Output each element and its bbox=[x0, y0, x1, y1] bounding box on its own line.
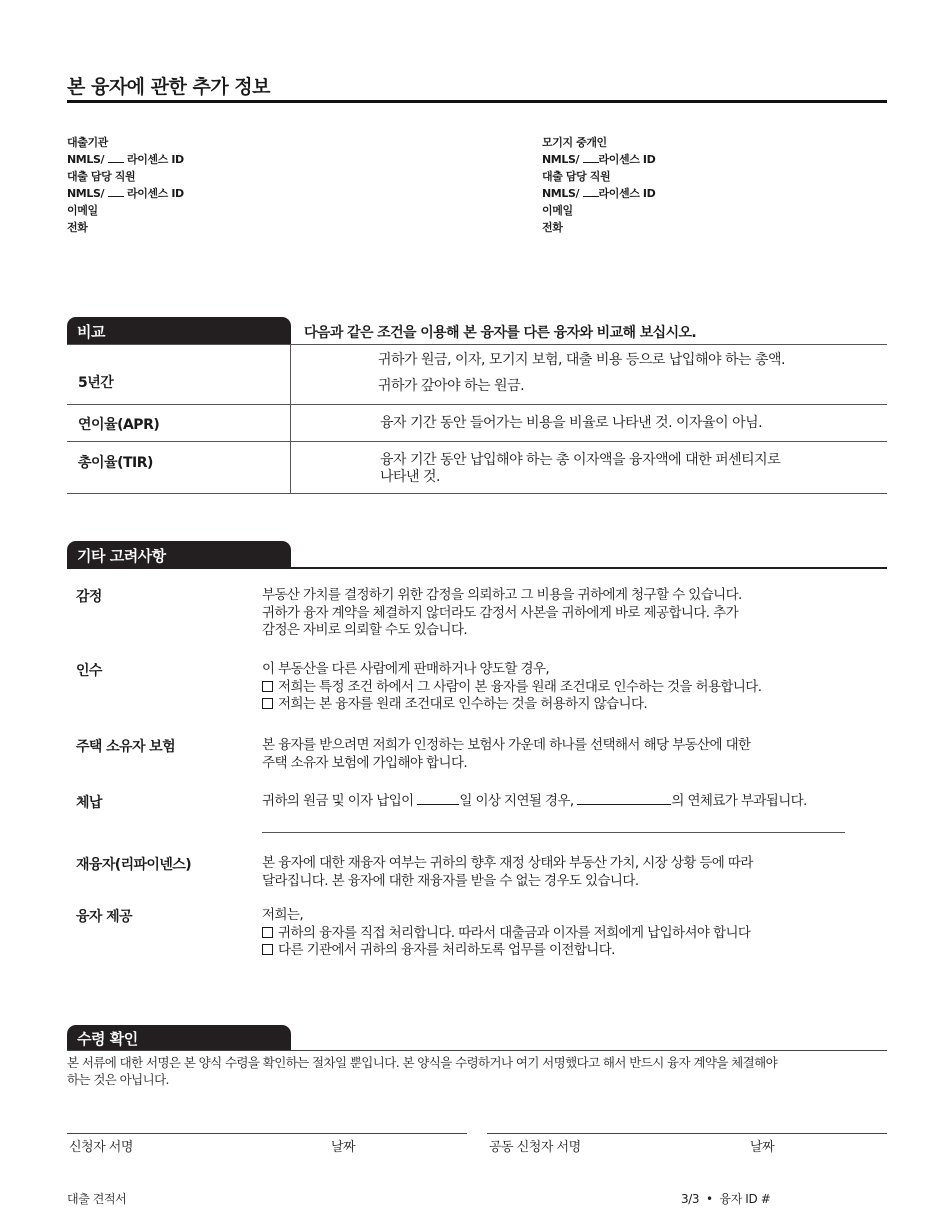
license-label: 라이센스 ID bbox=[598, 153, 656, 166]
applicant-signature-label: 신청자 서명 bbox=[69, 1140, 133, 1155]
page-title: 본 융자에 관한 추가 정보 bbox=[67, 76, 270, 98]
row-desc-tir bbox=[380, 452, 860, 486]
text-line: 부동산 가치를 결정하기 위한 감정을 의뢰하고 그 비용을 귀하에게 청구할 수 있습니다. bbox=[262, 587, 742, 603]
option-text: 다른 기관에서 귀하의 융자를 처리하도록 업무를 이전합니다. bbox=[278, 942, 615, 958]
deny-checkbox[interactable] bbox=[262, 698, 273, 709]
bullet-separator: • bbox=[705, 1192, 713, 1206]
nmls-prefix: NMLS/ bbox=[542, 153, 580, 166]
loan-officer-label: 대출 담당 직원 bbox=[542, 170, 611, 183]
lender-nmls-row bbox=[67, 151, 184, 168]
text-line: 귀하가 융자 계약을 체결하지 않더라도 감정서 사본을 귀하에게 바로 제공합니다. 추가 bbox=[262, 604, 739, 621]
coapplicant-date-label: 날짜 bbox=[750, 1140, 775, 1155]
loan-id-label: 융자 ID # bbox=[719, 1192, 771, 1206]
other-considerations-rule bbox=[67, 567, 887, 569]
applicant-date-label: 날짜 bbox=[331, 1140, 356, 1155]
footer-doc-name: 대출 견적서 bbox=[67, 1192, 127, 1206]
assumption-option-allow bbox=[262, 679, 872, 697]
coapplicant-signature-label: 공동 신청자 서명 bbox=[489, 1140, 581, 1155]
footer-page-info bbox=[681, 1190, 770, 1207]
refinance-text bbox=[262, 855, 872, 890]
assumption-text bbox=[262, 661, 872, 714]
applicant-signature-line[interactable] bbox=[67, 1133, 467, 1134]
late-payment-label: 체납 bbox=[76, 795, 102, 811]
homeowners-insurance-label: 주택 소유자 보험 bbox=[76, 739, 176, 755]
license-label: 라이센스 ID bbox=[126, 153, 184, 166]
text-part: 의 연체료가 부과됩니다. bbox=[671, 793, 807, 809]
table-bottom-rule bbox=[67, 493, 887, 494]
table-row-divider bbox=[67, 404, 887, 405]
comparison-column-divider bbox=[290, 345, 291, 494]
fee-blank[interactable] bbox=[577, 793, 671, 805]
other-considerations-header: 기타 고려사항 bbox=[67, 541, 291, 569]
license-label: 라이센스 ID bbox=[598, 187, 656, 200]
phone-label: 전화 bbox=[542, 221, 563, 234]
insurance-text bbox=[262, 737, 872, 772]
text-line: 달라집니다. 본 융자에 대한 재융자를 받을 수 없는 경우도 있습니다. bbox=[262, 872, 639, 889]
nmls-prefix: NMLS/ bbox=[542, 187, 580, 200]
table-row-divider bbox=[67, 441, 887, 442]
comparison-top-rule bbox=[67, 344, 887, 345]
late-payment-text bbox=[262, 793, 882, 811]
option-text: 저희는 특정 조건 하에서 그 사람이 본 융자를 원래 조건대로 인수하는 것을 허용합니다. bbox=[278, 678, 762, 695]
servicing-label: 융자 제공 bbox=[76, 909, 132, 925]
servicing-intro: 저희는, bbox=[262, 907, 304, 923]
text-line: 본 서류에 대한 서명은 본 양식 수령을 확인하는 절차일 뿐입니다. 본 양식을 수령하거나 여기 서명했다고 해서 반드시 융자 계약을 체결해야 bbox=[67, 1055, 778, 1070]
late-line bbox=[262, 793, 882, 811]
text-line: 본 융자에 대한 재융자 여부는 귀하의 향후 재정 상태와 부동산 가치, 시장 상황 등에 따라 bbox=[262, 855, 753, 871]
title-divider bbox=[67, 100, 887, 103]
self-service-checkbox[interactable] bbox=[262, 927, 273, 938]
servicing-option-self bbox=[262, 925, 872, 943]
nmls-blank bbox=[583, 187, 599, 197]
option-text: 저희는 본 융자를 원래 조건대로 인수하는 것을 허용하지 않습니다. bbox=[278, 696, 648, 712]
desc-line: 융자 기간 동안 들어가는 비용을 비율로 나타낸 것. 이자율이 아님. bbox=[380, 415, 763, 431]
assumption-intro: 이 부동산을 다른 사람에게 판매하거나 양도할 경우, bbox=[262, 661, 550, 677]
text-line: 감정은 자비로 의뢰할 수도 있습니다. bbox=[262, 622, 468, 638]
row-desc-5-years bbox=[378, 352, 858, 395]
broker-contact-block bbox=[542, 134, 655, 236]
appraisal-text bbox=[262, 587, 872, 640]
option-text: 귀하의 융자를 직접 처리합니다. 따라서 대출금과 이자를 저희에게 납입하셔야 합니다 bbox=[278, 924, 751, 941]
refinance-label: 재융자(리파이넨스) bbox=[76, 857, 191, 873]
phone-label: 전화 bbox=[67, 221, 88, 234]
lender-label: 대출기관 bbox=[67, 136, 108, 149]
comparison-note: 다음과 같은 조건을 이용해 본 융자를 다른 융자와 비교해 보십시오. bbox=[304, 325, 697, 341]
text-line: 본 융자를 받으려면 저희가 인정하는 보험사 가운데 하나를 선택해서 해당 부동산에 대한 bbox=[262, 737, 751, 753]
broker-nmls-row bbox=[542, 151, 655, 168]
appraisal-label: 감정 bbox=[76, 589, 102, 605]
text-line: 주택 소유자 보험에 가입해야 합니다. bbox=[262, 754, 468, 771]
assumption-option-deny bbox=[262, 696, 872, 714]
nmls-blank bbox=[108, 187, 124, 197]
late-payment-extra-line[interactable] bbox=[262, 832, 845, 833]
page-number: 3/3 bbox=[681, 1192, 700, 1206]
broker-label: 모기지 중개인 bbox=[542, 136, 607, 149]
receipt-rule bbox=[67, 1050, 887, 1051]
receipt-header: 수령 확인 bbox=[67, 1025, 291, 1051]
assumption-label: 인수 bbox=[76, 663, 102, 679]
comparison-header: 비교 bbox=[67, 317, 291, 345]
lender-contact-block bbox=[67, 134, 184, 236]
receipt-text bbox=[67, 1055, 867, 1088]
text-line: 하는 것은 아닙니다. bbox=[67, 1071, 169, 1087]
nmls-blank bbox=[108, 153, 124, 163]
row-label-apr: 연이율(APR) bbox=[78, 417, 160, 433]
email-label: 이메일 bbox=[542, 204, 573, 217]
nmls-prefix: NMLS/ bbox=[67, 187, 105, 200]
text-part: 일 이상 지연될 경우, bbox=[459, 793, 574, 809]
transfer-checkbox[interactable] bbox=[262, 944, 273, 955]
loan-officer-label: 대출 담당 직원 bbox=[67, 170, 136, 183]
coapplicant-signature-line[interactable] bbox=[487, 1133, 887, 1134]
desc-line: 귀하가 갚아야 하는 원금. bbox=[378, 378, 525, 394]
row-label-5-years: 5년간 bbox=[78, 375, 114, 391]
desc-line: 나타낸 것. bbox=[380, 469, 440, 485]
desc-line: 귀하가 원금, 이자, 모기지 보험, 대출 비용 등으로 납입해야 하는 총액. bbox=[378, 352, 785, 368]
text-part: 귀하의 원금 및 이자 납입이 bbox=[262, 793, 414, 809]
nmls-prefix: NMLS/ bbox=[67, 153, 105, 166]
servicing-option-transfer bbox=[262, 942, 872, 960]
nmls-blank bbox=[583, 153, 599, 163]
row-desc-apr bbox=[380, 415, 860, 432]
servicing-text bbox=[262, 907, 872, 960]
desc-line: 융자 기간 동안 납입해야 하는 총 이자액을 융자액에 대한 퍼센티지로 bbox=[380, 452, 781, 468]
allow-checkbox[interactable] bbox=[262, 681, 273, 692]
officer-nmls-row bbox=[67, 185, 184, 202]
row-label-tir: 총이율(TIR) bbox=[78, 455, 153, 471]
email-label: 이메일 bbox=[67, 204, 98, 217]
license-label: 라이센스 ID bbox=[126, 187, 184, 200]
officer-nmls-row bbox=[542, 185, 655, 202]
days-blank[interactable] bbox=[417, 793, 459, 805]
